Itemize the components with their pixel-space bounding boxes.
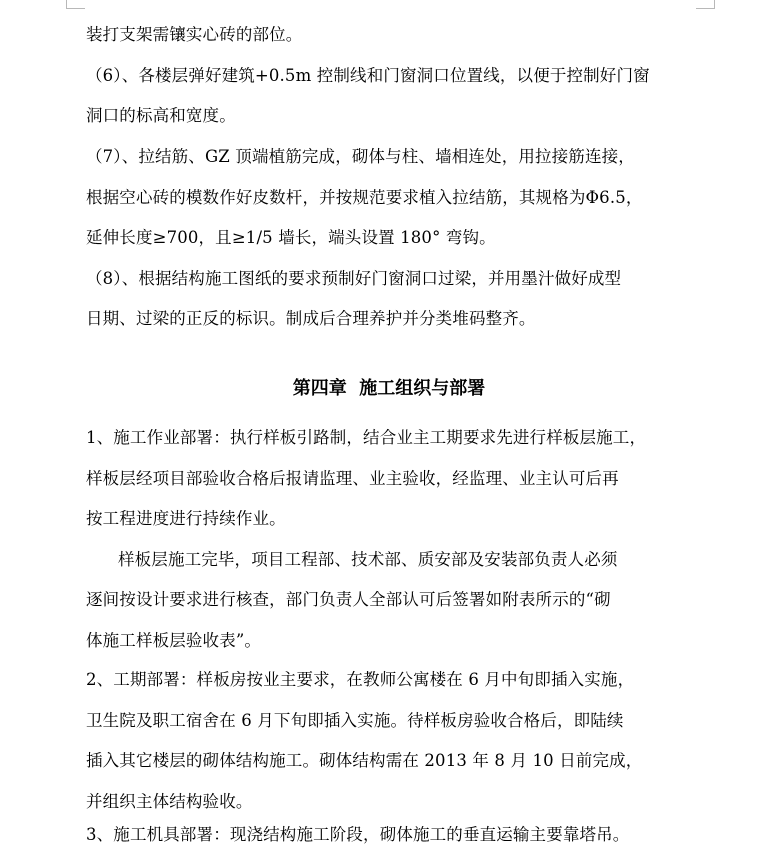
body-line: （7）、拉结筋、GZ 顶端植筋完成，砌体与柱、墙相连处，用拉接筋连接， (86, 147, 635, 166)
chapter-heading: 第四章 施工组织与部署 (292, 378, 486, 399)
body-line: 延伸长度≥700，且≥1/5 墙长，端头设置 180° 弯钩。 (86, 228, 496, 247)
body-line: 日期、过梁的正反的标识。制成后合理养护并分类堆码整齐。 (86, 309, 536, 328)
body-line: 插入其它楼层的砌体结构施工。砌体结构需在 2013 年 8 月 10 日前完成， (86, 751, 643, 770)
body-line: 1、施工作业部署：执行样板引路制，结合业主工期要求先进行样板层施工， (86, 428, 647, 447)
body-line: （8）、根据结构施工图纸的要求预制好门窗洞口过梁，并用墨汁做好成型 (86, 269, 622, 288)
body-line: 并组织主体结构验收。 (86, 792, 253, 811)
body-line: 逐间按设计要求进行核查，部门负责人全部认可后签署如附表所示的“砌 (86, 590, 611, 609)
margin-corner-mark-left (66, 0, 85, 9)
body-line: 洞口的标高和宽度。 (86, 106, 236, 125)
body-line: 3、施工机具部署：现浇结构施工阶段，砌体施工的垂直运输主要靠塔吊。 (86, 825, 630, 844)
body-line: 样板层施工完毕，项目工程部、技术部、质安部及安装部负责人必须 (118, 550, 618, 569)
body-line: 卫生院及职工宿舍在 6 月下旬即插入实施。待样板房验收合格后，即陆续 (86, 711, 624, 730)
margin-corner-mark-right (696, 0, 715, 9)
body-line: 装打支架需镶实心砖的部位。 (86, 25, 303, 44)
body-line: 样板层经项目部验收合格后报请监理、业主验收，经监理、业主认可后再 (86, 469, 619, 488)
body-line: 体施工样板层验收表”。 (86, 631, 262, 650)
body-line: 按工程进度进行持续作业。 (86, 509, 286, 528)
body-line: （6）、各楼层弹好建筑+0.5m 控制线和门窗洞口位置线，以便于控制好门窗 (86, 66, 650, 85)
body-line: 根据空心砖的模数作好皮数杆，并按规范要求植入拉结筋，其规格为Φ6.5， (86, 188, 643, 207)
body-line: 2、工期部署：样板房按业主要求，在教师公寓楼在 6 月中旬即插入实施， (86, 670, 635, 689)
